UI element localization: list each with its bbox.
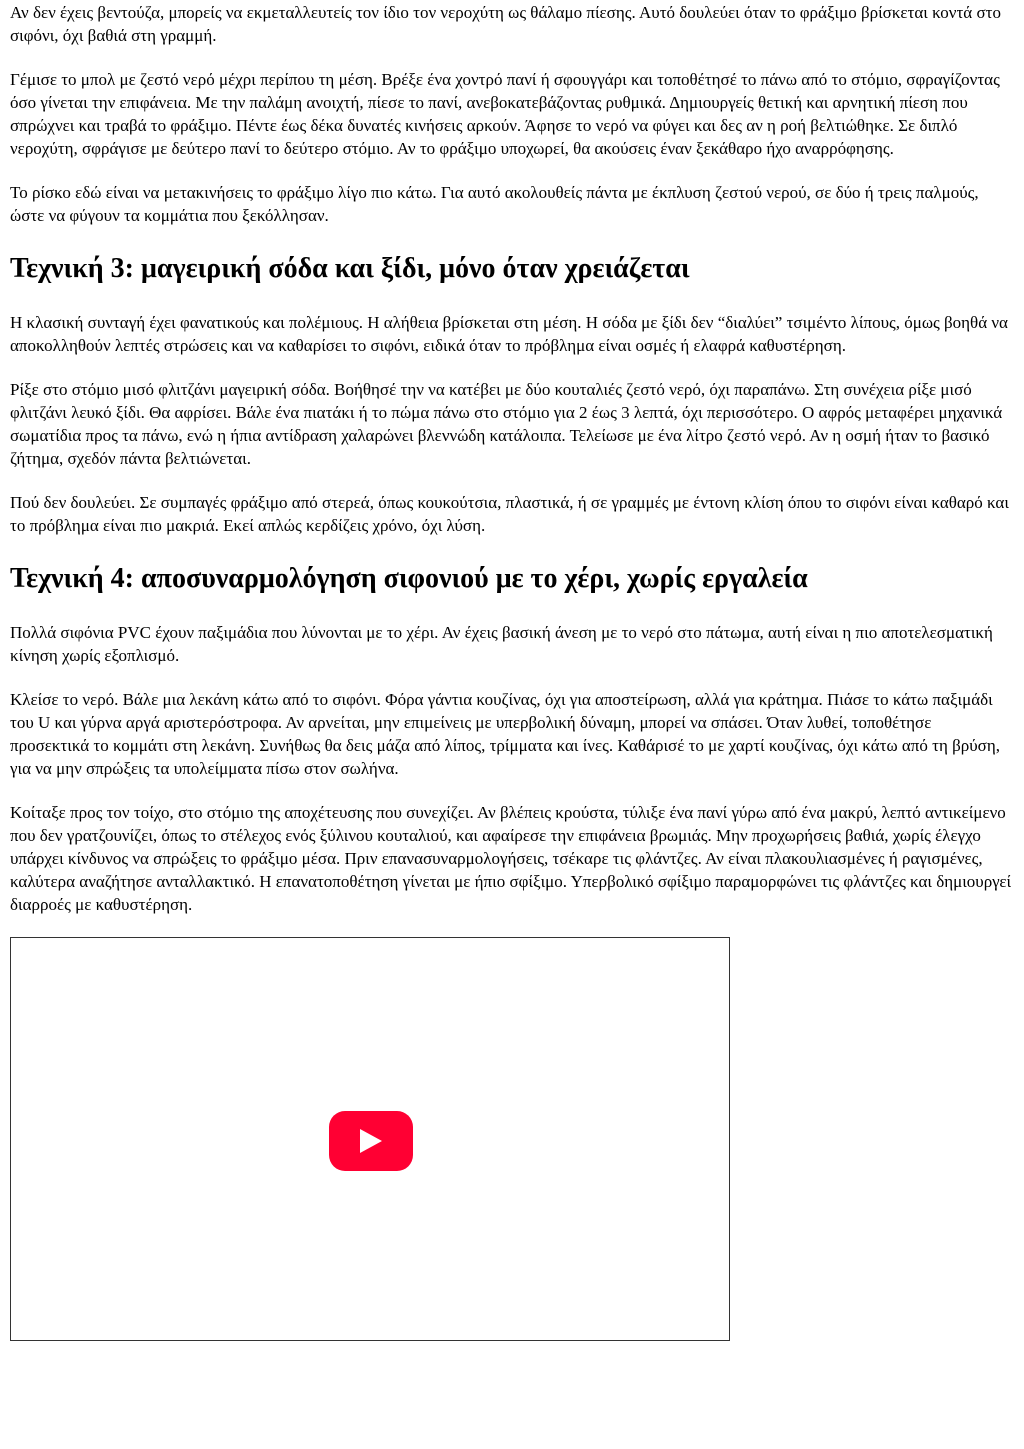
section-heading-technique-4: Τεχνική 4: αποσυναρμολόγηση σιφονιού με το χέρι, χωρίς εργαλεία [10, 563, 808, 594]
paragraph: Γέμισε το μπολ με ζεστό νερό μέχρι περίπου τη μέση. Βρέξε ένα χοντρό πανί ή σφουγγάρι και τοποθέτησέ το πάνω από το στόμιο, σφραγίζοντας όσο γίνεται την επιφάνεια. Με την παλάμη ανοιχτή, πίεσε το πανί, ανεβοκατεβάζοντας ρυθμικά. Δημιουργείς θετική και αρνητική πίεση που σπρώχνει και τραβά το φράξιμο. Πέντε έως δέκα δυνατές κινήσεις αρκούν. Άφησε το νερό να φύγει και δες αν η ροή βελτιώθηκε. Σε διπλό νεροχύτη, σφράγισε με δεύτερο πανί το δεύτερο στόμιο. Αν το φράξιμο υποχωρεί, θα ακούσεις έναν ξεκάθαρο ήχο αναρρόφησης. [10, 70, 1000, 158]
paragraph: Αν δεν έχεις βεντούζα, μπορείς να εκμεταλλευτείς τον ίδιο τον νεροχύτη ως θάλαμο πίεσης. Αυτό δουλεύει όταν το φράξιμο βρίσκεται κοντά στο σιφόνι, όχι βαθιά στη γραμμή. [10, 3, 1001, 45]
paragraph: Το ρίσκο εδώ είναι να μετακινήσεις το φράξιμο λίγο πιο κάτω. Για αυτό ακολουθείς πάντα με έκπλυση ζεστού νερού, σε δύο ή τρεις παλμούς, ώστε να φύγουν τα κομμάτια που ξεκόλλησαν. [10, 183, 979, 225]
paragraph: Κλείσε το νερό. Βάλε μια λεκάνη κάτω από το σιφόνι. Φόρα γάντια κουζίνας, όχι για αποστείρωση, αλλά για κράτημα. Πιάσε το κάτω παξιμάδι του U και γύρνα αργά αριστερόστροφα. Αν αρνείται, μην επιμείνεις με υπερβολική δύναμη, μπορεί να σπάσει. Όταν λυθεί, τοποθέτησε προσεκτικά το κομμάτι στη λεκάνη. Συνήθως θα δεις μάζα από λίπος, τρίμματα και ίνες. Καθάρισέ το με χαρτί κουζίνας, όχι κάτω από τη βρύση, για να μην σπρώξεις τα υπολείμματα πίσω στον σωλήνα. [10, 690, 1000, 778]
video-embed[interactable] [10, 937, 730, 1341]
paragraph: Πού δεν δουλεύει. Σε συμπαγές φράξιμο από στερεά, όπως κουκούτσια, πλαστικά, ή σε γραμμές με έντονη κλίση όπου το σιφόνι είναι καθαρό και το πρόβλημα είναι πιο μακριά. Εκεί απλώς κερδίζεις χρόνο, όχι λύση. [10, 493, 1009, 535]
paragraph: Κοίταξε προς τον τοίχο, στο στόμιο της αποχέτευσης που συνεχίζει. Αν βλέπεις κρούστα, τύλιξε ένα πανί γύρω από ένα μακρύ, λεπτό αντικείμενο που δεν γρατζουνίζει, όπως το στέλεχος ενός ξύλινου κουταλιού, και αφαίρεσε την επιφάνεια βρωμιάς. Μην προχωρήσεις βαθιά, χωρίς έλεγχο υπάρχει κίνδυνος να σπρώξεις το φράξιμο μέσα. Πριν επανασυναρμολογήσεις, τσέκαρε τις φλάντζες. Αν είναι πλακουλιασμένες ή ραγισμένες, καλύτερα αναζήτησε ανταλλακτικό. Η επανατοποθέτηση γίνεται με ήπιο σφίξιμο. Υπερβολικό σφίξιμο παραμορφώνει τις φλάντζες και δημιουργεί διαρροές με καθυστέρηση. [10, 803, 1012, 914]
paragraph: Ρίξε στο στόμιο μισό φλιτζάνι μαγειρική σόδα. Βοήθησέ την να κατέβει με δύο κουταλιές ζεστό νερό, όχι παραπάνω. Στη συνέχεια ρίξε μισό φλιτζάνι λευκό ξίδι. Θα αφρίσει. Βάλε ένα πιατάκι ή το πώμα πάνω στο στόμιο για 2 έως 3 λεπτά, όχι περισσότερο. Ο αφρός μεταφέρει μηχανικά σωματίδια προς τα πάνω, ενώ η ήπια αντίδραση χαλαρώνει βλεννώδη κατάλοιπα. Τελείωσε με ένα λίτρο ζεστό νερό. Αν η οσμή ήταν το βασικό ζήτημα, σχεδόν πάντα βελτιώνεται. [10, 380, 1003, 468]
play-button[interactable] [329, 1111, 413, 1171]
article [0, 1, 1024, 1341]
paragraph: Πολλά σιφόνια PVC έχουν παξιμάδια που λύνονται με το χέρι. Αν έχεις βασική άνεση με το νερό στο πάτωμα, αυτή είναι η πιο αποτελεσματική κίνηση χωρίς εξοπλισμό. [10, 623, 993, 665]
section-heading-technique-3: Τεχνική 3: μαγειρική σόδα και ξίδι, μόνο όταν χρειάζεται [10, 253, 690, 284]
play-icon [358, 1127, 384, 1155]
paragraph: Η κλασική συνταγή έχει φανατικούς και πολέμιους. Η αλήθεια βρίσκεται στη μέση. Η σόδα με ξίδι δεν “διαλύει” τσιμέντο λίπους, όμως βοηθά να αποκολληθούν λεπτές στρώσεις και να καθαρίσει το σιφόνι, ειδικά όταν το πρόβλημα είναι οσμές ή ελαφρά καθυστέρηση. [10, 313, 1008, 355]
